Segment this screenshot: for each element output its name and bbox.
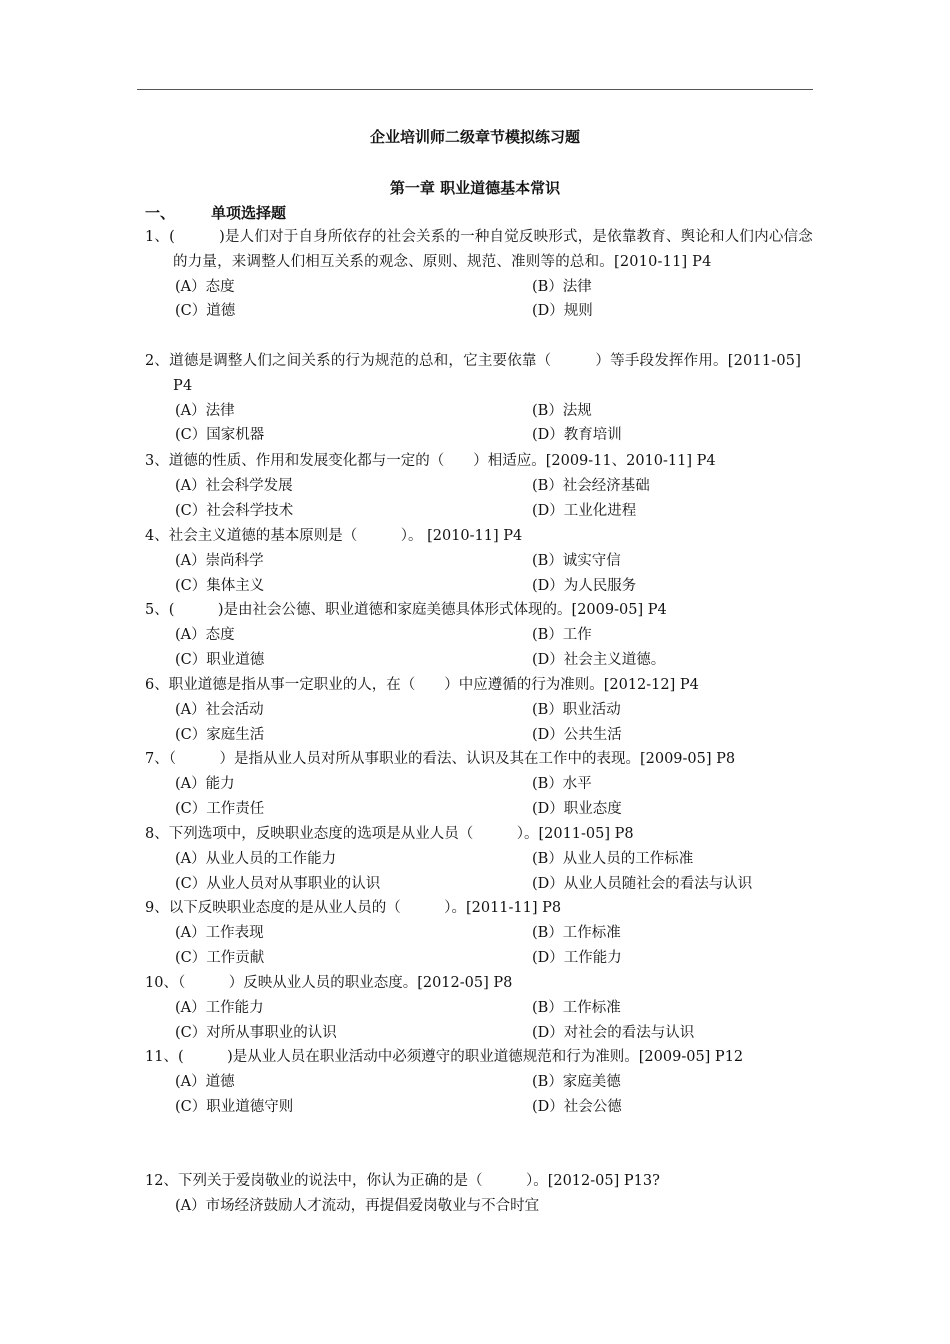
option-c: (C）职业道德守则 (175, 1098, 294, 1115)
options (145, 1194, 815, 1219)
question-7 (145, 747, 815, 821)
question-5 (145, 598, 815, 672)
option-a: (A）能力 (175, 775, 235, 792)
option-b: (B）从业人员的工作标准 (532, 850, 694, 867)
option-b: (B）诚实守信 (532, 552, 621, 569)
question-stem: 11、( )是从业人员在职业活动中必须遵守的职业道德规范和行为准则。[2009-05] P12 (145, 1049, 744, 1065)
option-d: (D）从业人员随社会的看法与认识 (532, 875, 753, 892)
option-a: (A）崇尚科学 (175, 552, 264, 569)
question-stem: 12、下列关于爱岗敬业的说法中，你认为正确的是（ ）。[2012-05] P13? (145, 1173, 660, 1189)
question-stem: 5、( )是由社会公德、职业道德和家庭美德具体形式体现的。[2009-05] P4 (145, 602, 667, 618)
option-b: (B）工作 (532, 626, 592, 643)
option-a: (A）态度 (175, 626, 235, 643)
option-c: (C）集体主义 (175, 577, 265, 594)
options (145, 275, 815, 325)
options (145, 698, 815, 748)
section-number: 一、 (145, 204, 176, 222)
document-title: 企业培训师二级章节模拟练习题 (369, 128, 580, 146)
section-heading (145, 201, 286, 225)
options (145, 1070, 815, 1120)
option-b: (B）法规 (532, 402, 592, 419)
question-3 (145, 449, 815, 523)
question-4 (145, 524, 815, 598)
options (145, 996, 815, 1046)
question-11 (145, 1045, 815, 1119)
chapter-title: 第一章 职业道德基本常识 (389, 179, 561, 197)
option-a: (A）社会科学发展 (175, 477, 293, 494)
header-rule (137, 89, 813, 90)
question-stem: 4、社会主义道德的基本原则是（ ）。 [2010-11] P4 (145, 528, 523, 544)
question-2 (145, 349, 815, 448)
option-d: (D）公共生活 (532, 726, 622, 743)
option-c: (C）国家机器 (175, 427, 265, 444)
option-d: (D）工业化进程 (532, 502, 637, 519)
question-9 (145, 896, 815, 970)
options (145, 772, 815, 822)
question-stem: 1、( )是人们对于自身所依存的社会关系的一种自觉反映形式，是依靠教育、舆论和人们内心信念的力量，来调整人们相互关系的观念、原则、规范、准则等的总和。[2010-11] P4 (145, 229, 813, 270)
option-b: (B）工作标准 (532, 924, 621, 941)
option-d: (D）社会主义道德。 (532, 651, 666, 668)
options (145, 623, 815, 673)
option-d: (D）教育培训 (532, 427, 622, 444)
options (145, 847, 815, 897)
question-10 (145, 971, 815, 1045)
option-c: (C）从业人员对从事职业的认识 (175, 875, 381, 892)
options (145, 474, 815, 524)
option-d: (D）规则 (532, 303, 593, 320)
option-c: (C）社会科学技术 (175, 502, 294, 519)
option-b: (B）工作标准 (532, 999, 621, 1016)
option-a: (A）道德 (175, 1073, 235, 1090)
option-d: (D）职业态度 (532, 800, 622, 817)
question-stem: 7、（ ）是指从业人员对所从事职业的看法、认识及其在工作中的表现。[2009-05] P8 (145, 751, 736, 767)
question-stem: 3、道德的性质、作用和发展变化都与一定的（ ）相适应。[2009-11、2010-11] P4 (145, 453, 716, 469)
option-c: (C）职业道德 (175, 651, 265, 668)
option-c: (C）道德 (175, 303, 236, 320)
section-label: 单项选择题 (211, 204, 287, 222)
option-c: (C）家庭生活 (175, 726, 265, 743)
option-a: (A）法律 (175, 402, 235, 419)
question-stem: 10、（ ）反映从业人员的职业态度。[2012-05] P8 (145, 975, 513, 991)
option-c: (C）工作贡献 (175, 949, 265, 966)
question-12 (145, 1169, 815, 1219)
option-d: (D）对社会的看法与认识 (532, 1024, 695, 1041)
option-c: (C）工作责任 (175, 800, 265, 817)
option-a: (A）工作表现 (175, 924, 264, 941)
options (145, 921, 815, 971)
option-a: (A）市场经济鼓励人才流动，再提倡爱岗敬业与不合时宜 (175, 1197, 540, 1214)
option-b: (B）家庭美德 (532, 1073, 621, 1090)
question-stem: 9、以下反映职业态度的是从业人员的（ ）。[2011-11] P8 (145, 900, 562, 916)
option-d: (D）工作能力 (532, 949, 622, 966)
question-stem: 8、下列选项中，反映职业态度的选项是从业人员（ ）。[2011-05] P8 (145, 826, 634, 842)
option-a: (A）社会活动 (175, 701, 264, 718)
question-1 (145, 225, 815, 324)
option-a: (A）态度 (175, 278, 235, 295)
option-a: (A）工作能力 (175, 999, 264, 1016)
option-b: (B）水平 (532, 775, 592, 792)
option-d: (D）社会公德 (532, 1098, 622, 1115)
question-stem: 2、道德是调整人们之间关系的行为规范的总和，它主要依靠（ ）等手段发挥作用。[2011-05] P4 (145, 353, 802, 394)
option-b: (B）法律 (532, 278, 592, 295)
option-a: (A）从业人员的工作能力 (175, 850, 337, 867)
option-d: (D）为人民服务 (532, 577, 637, 594)
question-stem: 6、职业道德是指从事一定职业的人，在（ ）中应遵循的行为准则。[2012-12] P4 (145, 677, 699, 693)
question-6 (145, 673, 815, 747)
option-c: (C）对所从事职业的认识 (175, 1024, 337, 1041)
options (145, 399, 815, 449)
option-b: (B）社会经济基础 (532, 477, 650, 494)
option-b: (B）职业活动 (532, 701, 621, 718)
options (145, 549, 815, 599)
question-8 (145, 822, 815, 896)
